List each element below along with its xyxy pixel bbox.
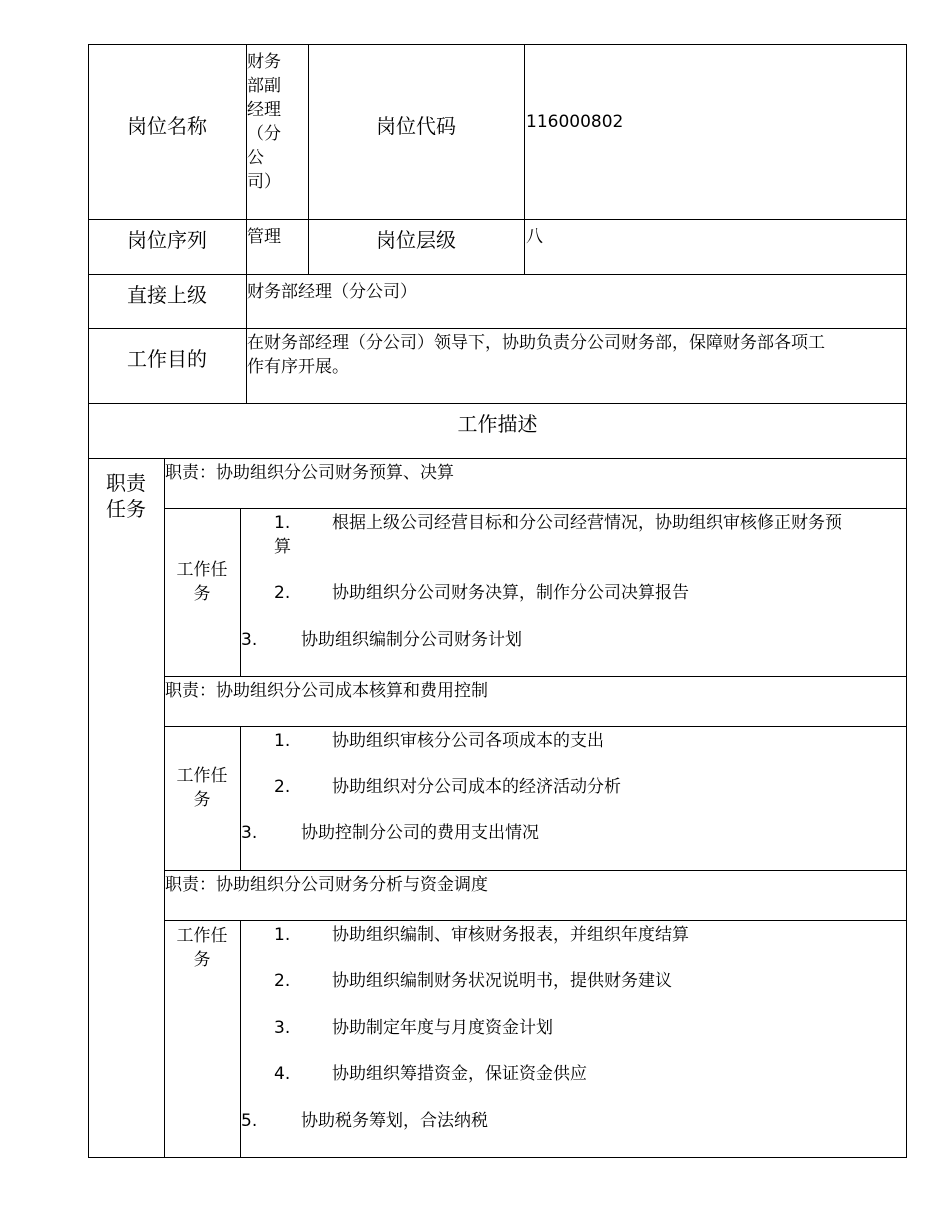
row-divider	[88, 403, 907, 404]
duty-title: 职责：协助组织分公司财务预算、决算	[165, 463, 454, 483]
superior-value: 财务部经理（分公司）	[247, 282, 417, 302]
task-label: 工作任 务	[176, 766, 228, 810]
post-code-value: 116000802	[526, 112, 624, 132]
superior-label: 直接上级	[127, 283, 207, 307]
task-item: 1. 根据上级公司经营目标和分公司经营情况，协助组织审核修正财务预	[274, 513, 842, 533]
task-item: 5. 协助税务筹划，合法纳税	[241, 1111, 488, 1131]
task-item: 2. 协助组织编制财务状况说明书，提供财务建议	[274, 971, 672, 991]
purpose-label: 工作目的	[127, 347, 207, 371]
task-item: 3. 协助组织编制分公司财务计划	[241, 630, 522, 650]
task-label: 工作任 务	[176, 560, 228, 604]
row-divider	[164, 676, 907, 677]
post-name-label: 岗位名称	[127, 114, 207, 138]
row-divider	[88, 458, 907, 459]
task-item: 1. 协助组织编制、审核财务报表，并组织年度结算	[274, 925, 689, 945]
purpose-value: 在财务部经理（分公司）领导下，协助负责分公司财务部，保障财务部各项工 作有序开展。	[247, 333, 825, 377]
task-item: 2. 协助组织分公司财务决算，制作分公司决算报告	[274, 583, 689, 603]
task-item: 2. 协助组织对分公司成本的经济活动分析	[274, 777, 621, 797]
row-divider	[164, 870, 907, 871]
task-label: 工作任 务	[176, 926, 228, 970]
task-item: 3. 协助制定年度与月度资金计划	[274, 1018, 553, 1038]
duty-title: 职责：协助组织分公司成本核算和费用控制	[165, 681, 488, 701]
duties-side-label: 职责 任务	[106, 471, 146, 521]
row-divider	[88, 274, 907, 275]
row-divider	[164, 920, 907, 921]
description-title: 工作描述	[457, 412, 538, 436]
row-divider	[164, 508, 907, 509]
task-item: 1. 协助组织审核分公司各项成本的支出	[274, 731, 604, 751]
task-item-wrap: 算	[274, 537, 291, 557]
task-item: 4. 协助组织筹措资金，保证资金供应	[274, 1064, 587, 1084]
post-code-label: 岗位代码	[376, 114, 456, 138]
col-divider	[240, 726, 241, 870]
post-series-value: 管理	[247, 227, 281, 247]
task-item: 3. 协助控制分公司的费用支出情况	[241, 823, 539, 843]
post-level-label: 岗位层级	[376, 228, 456, 252]
row-divider	[88, 219, 907, 220]
post-name-value: 财务 部副 经理 （分 公 司）	[247, 52, 281, 192]
post-level-value: 八	[526, 227, 543, 247]
post-series-label: 岗位序列	[127, 228, 207, 252]
row-divider	[88, 328, 907, 329]
row-divider	[164, 726, 907, 727]
duty-title: 职责：协助组织分公司财务分析与资金调度	[165, 875, 488, 895]
col-divider	[524, 44, 525, 274]
